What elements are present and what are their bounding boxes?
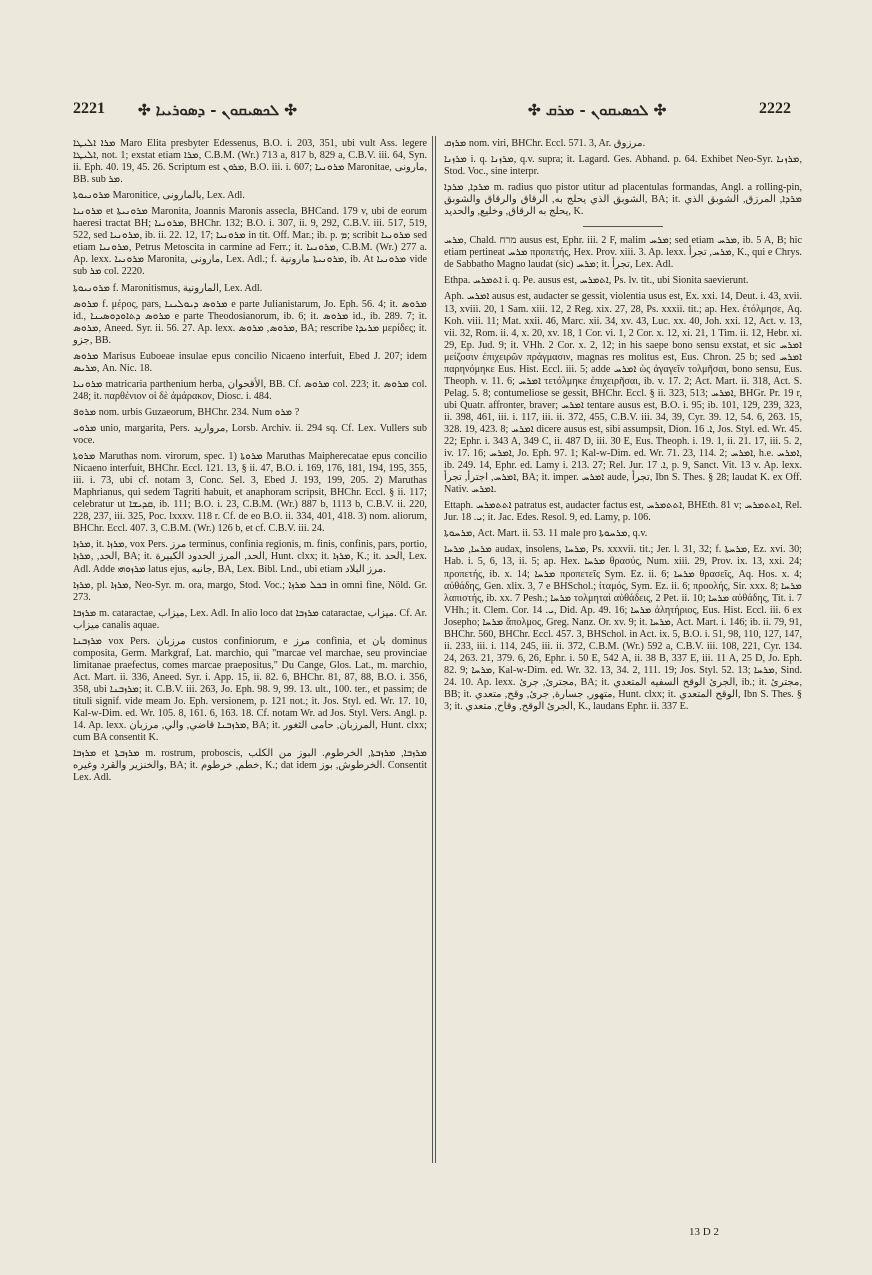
- printer-signature: 13 D 2: [689, 1226, 719, 1238]
- entry: ܡܪܙܐ, it. ܡܪܙܐ, vox Pers. مرز terminus, confinia regionis, m. finis, confinis, pars, portio, الحد, ,ܡܪܙܐ, BA; it. الحد, المرز الحدود الكبيرة, Hunt. clxx; it. ܡܪܙܐ, K.; it. الحد, Lex. Adl. Adde ܡܪܙܘܗܝ latus ejus, جانبه, BA, Lex. Bibl. Lnd., ubi etiam مرز البلاد.: [73, 539, 428, 575]
- entry: ܡܪܙܒܐ et ܡܪܙܒܬܐ m. rostrum, proboscis, ܡܪܙܒܐ, ܡܪܙܒܬܐ, الخرطوم. البوز من الكلب والخنزير والقرد وغيره, BA; it. خطم, خرطوم, K.; dat idem الخرطوش, بوز. Consentit Lex. Adl.: [73, 748, 427, 784]
- entry: ܡܪܐ ܐܠܝܛܐ Maro Elita presbyter Edessenus, B.O. i. 203, 351, ubi vult Ass. legere ܐܠܝܛܐ, not. 1; exstat etiam ܡܪܐ, C.B.M. (Wr.) 713 a, 817 b, 829 a, C.B.V. iii. 64, Syn. ii. Eph. 40. 19, 45. 26. Scriptum est ܡܪܘܢ, B.O. iii. i. 607; ܡܪܘܢܝܐ Maronitae, مارونی, BB. sub ܡܪ.: [73, 138, 427, 186]
- column-divider-inner: [435, 136, 436, 1163]
- entry: ܡܪܘܢܝܘܬܐ Maronitice, بالمارونی, Lex. Adl.: [73, 190, 245, 202]
- entry: Aph. ܐܡܪܚ ausus est, audacter se gessit, violentia usus est, Ex. xxi. 14, Deut. i. 43, xvii. 13, xviii. 20, 1 Sam. xiii. 12, 2 Reg. xix. 27, 28, Ps. xxxii. tit.; ap. Hex. ἐτόλμησε, Aq. Koh. viii. 11; Mat. xxii. 46, Marc. xii. 34, xv. 43, Luc. xx. 40, Joh. xxi. 12, Act. v. 13, vii. 32, Rom. ii. 4, x. 20, xv. 18, 1 Cor. vi. 1, 2 Cor. x. 12, xi. 21, 1 Tim. ii. 12, Hebr. xi. 29, Ep. Jud. 9; it. VHh. 2 Cor. x. 2, 12; in his saepe bono sensu exstat, et sic ܐܡܪܚ μείζοσιν ἐπιχειρῶν πράγμασιν, magnas res molitus est, Eus. Chron. 25 b; sed ܐܡܪܚ παρηνόμηκε Eus. Hist. Eccl. iii. 5; adde ܐܡܪܚ ὡς ἀγαγεῖν τολμῆσαι, bono sensu, Eus. Theoph. v. 11. 6; ܐܡܪܚ τετόλμηκε ἐπιχειρῆσαι, ib. v. 17. 2; Act. Mart. ii. 318, Act. S. Pelag. 5. 8; contumeliose se gessit, BHChr. Eccl. § ii. 323, 513; ܐܡܪܚ, BHGr. Pr. 19 r, ubi Quatr. affronter, braver; ܐܡܪܚ tentare ausus est, B.O. i. 95; ib. 101, 129, 239, 323, ii. 398, 461, iii. i. 117, iii. ii. 372, 455, C.B.V. iii. 34, 39, Cyr. 39. 12, 54. 6, 263. 15, 328. 19, 423. 8; ܐܡܪܚ dicere ausus est, sibi assumpsit, Dion. ܐ. 16, Jos. Styl. ed. Wr. 45. 22; Ephr. i. 343 A, 349 C, ii. 487 D, iii. 30 E, Eus. Theoph. i. 19. 1, ii. 21. 17, iii. 5. 2, iv. 17. 16; ܐܡܪܚ, Jo. Eph. 97. 1; Kal-w-Dim. ed. Wr. 71. 23, 114. 2; ܐܡܪܚ, h.e. ܐܡܪܚ, ib. 249. 14, Ephr. ed. Lamy i. 213. 27; Rel. Jur. ܐ. 17, p. 9, Sanct. Vit. 13 v. Ap. lexx. ܐܡܪܚ, اجترأ, تجرأ, BA; it. imper. ܐܡܪܚ aude, تجرأ, Ibn S. Thes. § 28; laudat K. ex Off. Nativ. ܐܡܪܚ.: [444, 291, 803, 496]
- right-running-head: ✣ ܠܟܣܝܩܘܢ - ܡܪܩ ✣: [528, 101, 667, 119]
- entry: ܡܪܙܐ, pl. ܡܪܙܐ, Neo-Syr. m. ora, margo, Stod. Voc.; ܒܟܠ ܡܪܙܐ in omni fine, Nöld. Gr. 273.: [73, 579, 427, 603]
- left-page-number: 2221: [73, 100, 105, 117]
- right-column: [444, 138, 802, 717]
- right-page-number: 2222: [759, 100, 791, 117]
- entry: ܡܪܘܣ Marisus Euboeae insulae epus concilio Nicaeno interfuit, Ebed J. 207; idem ܡܪܝܣ, An. Nic. 18.: [73, 350, 427, 374]
- entry: ܡܪܘܣ f. μέρος, pars, ܡܪܘܣ ܕܝܘܠܝܢܐ e parte Julianistarum, Jo. Eph. 56. 4; it. ܡܪܘܣ id., ܡܪܘܣ ܕܬܐܘܕܘܣܝܢܐ e parte Theodosianorum, ib. 6; it. ܡܪܘܣ id., ib. 289. 7; it. ܡܪܘܣ, Aneed. Syr. ii. 56. 27. Ap. lexx. ܡܪܘܣ, ܡܪܘܣ, BA; rescribe ܡܪܝܕܐ μερίδες; it. جزو, BB.: [73, 298, 427, 346]
- entry: ܡܪܘܝ unio, margarita, Pers. مروارید, Lorsb. Archiv. ii. 294 sq. Cf. Lex. Vullers sub voce.: [73, 422, 427, 447]
- entry: ܡܪܕܐ, ܡܪܕܐ m. radius quo pistor utitur ad placentulas formandas, Angl. a rolling-pin, الشوبق الذي يحلج به, الرقاق والرقاق والشوبق, BA; it. ܡܪܕܐ, المرزق, الشوبق الذي يحلج به الرقاق, وخليع, والحديد, K.: [444, 182, 802, 218]
- entry: Ethpa. ܐܬܡܪܚ i. q. Pe. ausus est, ܐܬܡܪܚ, Ps. lv. tit., ubi Sionita saevierunt.: [444, 275, 749, 287]
- left-column: [73, 138, 427, 788]
- entry: ܡܪܘܬܐ Maruthas nom. virorum, spec. 1) ܡܪܘܬܐ Maruthas Maipherecatae epus concilio Nicaeno interfuit, BHChr. Eccl. 121. 13, § ii. 47, B.O. i. 169, 176, 181, 194, 195, 355, iii. i. 73, ubi cf. notam 3, Conc. Sel. 3, Ebed J. 193, 199, 205. 2) Maruthas Maphrianus, qui sedem Tagriti habuit, et anaphoram scripsit, BHChr. Eccl. § ii. 117; celebratur ut ܩܕܝܫܐ, ib. 111; B.O. i. 23, C.B.M. (Wr.) 887 b, 1113 b, C.B.V. ii. 220, 228, 237, iii. 325, Poc. lxxxv. 118 r. Cf. de eo B.O. ii. 334, 401, 418. 3) nom. aliorum, BHChr. Eccl. 407. 3, C.B.M. (Wr.) 126 b, et cf. C.B.V. iii. 24.: [73, 451, 427, 535]
- section-divider: [583, 226, 663, 227]
- page-header: [0, 100, 872, 126]
- entry: ܡܪܚܘܬܐ, Act. Mart. ii. 53. 11 male pro ܡܪܚܘܬܐ, q.v.: [444, 528, 648, 540]
- column-divider: [432, 136, 433, 1163]
- entry: Ettaph. ܐܬܬܡܪܚ patratus est, audacter factus est, ܐܬܬܡܪܚ, BHEth. 81 v; ܐܬܬܡܪܚ, Rel. Jur. ܝ. 18; it. Jac. Edes. Resol. 9, ed. Lamy, p. 106.: [444, 500, 802, 524]
- entry: ܡܪܙܩ nom. viri, BHChr. Eccl. 571. 3, Ar. مرزوق.: [444, 138, 646, 149]
- entry: ܡܪܘܦ nom. urbis Guzaeorum, BHChr. 234. Num ܡܪܘ ?: [73, 406, 300, 418]
- entry: ܡܪܙܒܢܐ vox Pers. مرزبان custos confiniorum, e مرز confinia, et بان dominus composita, Germ. Markgraf, Lat. marchio, qui "marcae vel marchae, seu provinciae limitanae praefectus, comes marcae praepositus," Du Cange, Glos. Lat., m. marchio, Act. Mart. ii. 336, Aneed. Syr. i. App. 15, ii. 82. 6, BHChr. 81, 87, 88, B.O. i. 356, 358, ubi ܡܪܙܒܢܐ; it. C.B.V. iii. 263, Jo. Eph. 98. 9, 99. 13. ult., 100. ter., et passim; de tituli signif. vide meam Jo. Eph. versionem, p. 121 not.; it. Jos. Styl. ed. Wr. 17. 10, Kal-w-Dim. ed. Wr. 105. 8, 161. 6, 163. 18. Cf. notam Wr. ad Jos. Styl. Vers. Angl. p. 14. Ap. lexx. ܡܪܙܒܢܐ قاضي, والي, مرزبان, BA; it. المرزبان, حامی الثغور, Hunt. clxx; cum BA consentit K.: [73, 635, 428, 744]
- entry: ܡܪܚ, Chald. מרח ausus est, Ephr. iii. 2 F, malim ܡܪܚ; sed etiam ܡܪܚ, ib. 5 A, B; hic etiam pertineat ܡܪܚ προπετής, Hex. Prov. xiii. 3. Ap. lexx. ܡܪܚ, تجرأ, K., qui e Chrys. de Sabbatho Magno laudat (sic) ܡܪܚ; it. تجرأ, Lex. Adl.: [444, 235, 802, 271]
- entry: ܡܪܘܢܝܐ et ܡܪܘܢܝܬܐ Maronita, Joannis Maronis assecla, BHCand. 179 v, ubi de eorum haeresi tractat BH; ܡܪܘܢܝܐ, BHChr. 132; B.O. i. 307, ii. 9, 292, C.B.V. iii. 517, 519, 522, sed ܡܪܘܢܝܐ, ib. ii. 22. 12, 17; ܡܪܘܢܝܐ in tit. Off. Mar.; ib. p. ܡ; scribit ܡܪܘܢܝܐ sed etiam ܡܪܘܢܝܐ, Petrus Metoscita in carmine ad Ferr.; it. ܡܪܘܢܝܐ, C.B.M. (Wr.) 277 a. Ap. lexx. ܡܪܘܢܝܐ Maronita, مارونی, Lex. Adl.; f. ܡܪܘܢܝܬܐ مارونیة, ib. At ܡܪܘܢܝܐ vide sub ܡܪ col. 2220.: [73, 206, 428, 278]
- left-running-head: ✣ ܠܟܣܝܩܘܢ - ܕܣܘܪܝܝܐ ✣: [138, 101, 297, 119]
- entry: ܡܪܚܐ, ܡܪܚܐ audax, insolens, ܡܪܚܐ, Ps. xxxvii. tit.; Jer. l. 31, 32; f. ܡܪܚܬܐ, Ez. xvi. 30; Hab. i. 5, 6, 13, ii. 5; ap. Hex. ܡܪܚܐ θρασύς, Num. xiii. 29, Prov. ix. 13, xxi. 24; προπετής, ib. x. 14; ܡܪܚܐ προπετεῖς Sym. Ez. ii. 6; ܡܪܚܐ θρασεῖς, Aq. Hos. x. 4; αὐθάδης, Gen. xlix. 3, 7 e BHSchol.; ἰταμός, Sym. Ez. ii. 6; προολής, Sir. xxx. 8; ܡܪܚܐ λαπιστής, ib. xx. 7 Pesh.; ܡܪܚܐ τολμηταὶ αὐθάδεις, 2 Pet. ii. 10; ܡܪܚܐ αὐθάδης, Tit. i. 7 VHh.; it. Clem. Cor. ܝ. 14, Did. Ap. 49. 16; ܡܪܚܐ ἀλητήριος, Eus. Hist. Eccl. iii. 6 ex Josepho; ܡܪܚܐ ἄπολμος, Greg. Nanz. Or. xv. 9; it. ܡܪܚܐ, Act. Mart. i. 146; ib. ii. 79, 91, BHChr. 560, BHChr. Eccl. 457. 3, BHSchol. in Act. ix. 5, B.O. i. 51, 98, 110, 127, 147, ii. 233, iii. i. 114, 245, iii. ii. 372, C.B.M. (Wr.) 592 a, C.B.V. iii. 108, 221, Cyr. 134. 24, 263. 21, 379. 6, 26, Ephr. i. 50 E, 542 A, ii. 38 B, 337 E, iii. 11 A, 25 D, Jo. Eph. 82. 9; ܡܪܚܐ, Kal-w-Dim. ed. Wr. 32. 13, 34. 2, 111. 19; Jos. Styl. 52. 13; ܡܪܚܐ, Sind. 24. 10. Ap. lexx. مجترئ, جرئ, BA; it. الجرئ الوقح السفيه المتعدي, ib.; it. مجترئ, BB; it. متهور, جسارة, جرئ, وقح, متعدي, Hunt. clxx; it. الوقح المتعدي, Ibn S. Thes. § 3; it. الجرئ الوقح, وقاح, متعدي, K., laudans Ephr. ii. 337 E.: [444, 544, 803, 713]
- entry: ܡܪܙܢܐ i. q. ܡܪܙܢܐ, q.v. supra; it. Lagard. Ges. Abhand. p. 64. Exhibet Neo-Syr. ܡܪܙܢܐ, Stod. Voc., sine interpr.: [444, 154, 802, 178]
- entry: ܡܪܘܢܝܘܬܐ f. Maronitismus, المارونیة, Lex. Adl.: [73, 282, 263, 294]
- entry: ܡܪܙܒܐ m. cataractae, ميزاب, Lex. Adl. In alio loco dat ܡܪܙܒܐ cataractae, ميزاب. Cf. Ar. ميزاب canalis aquae.: [73, 607, 427, 631]
- entry: ܡܪܘܢܝܐ matricaria parthenium herba, الأقحوان, BB. Cf. ܡܪܘܣ col. 223; it. ܡܪܘܣ col. 248; it. παρθένιον οἱ δὲ ἀμάρακον, Diosc. i. 484.: [73, 378, 428, 402]
